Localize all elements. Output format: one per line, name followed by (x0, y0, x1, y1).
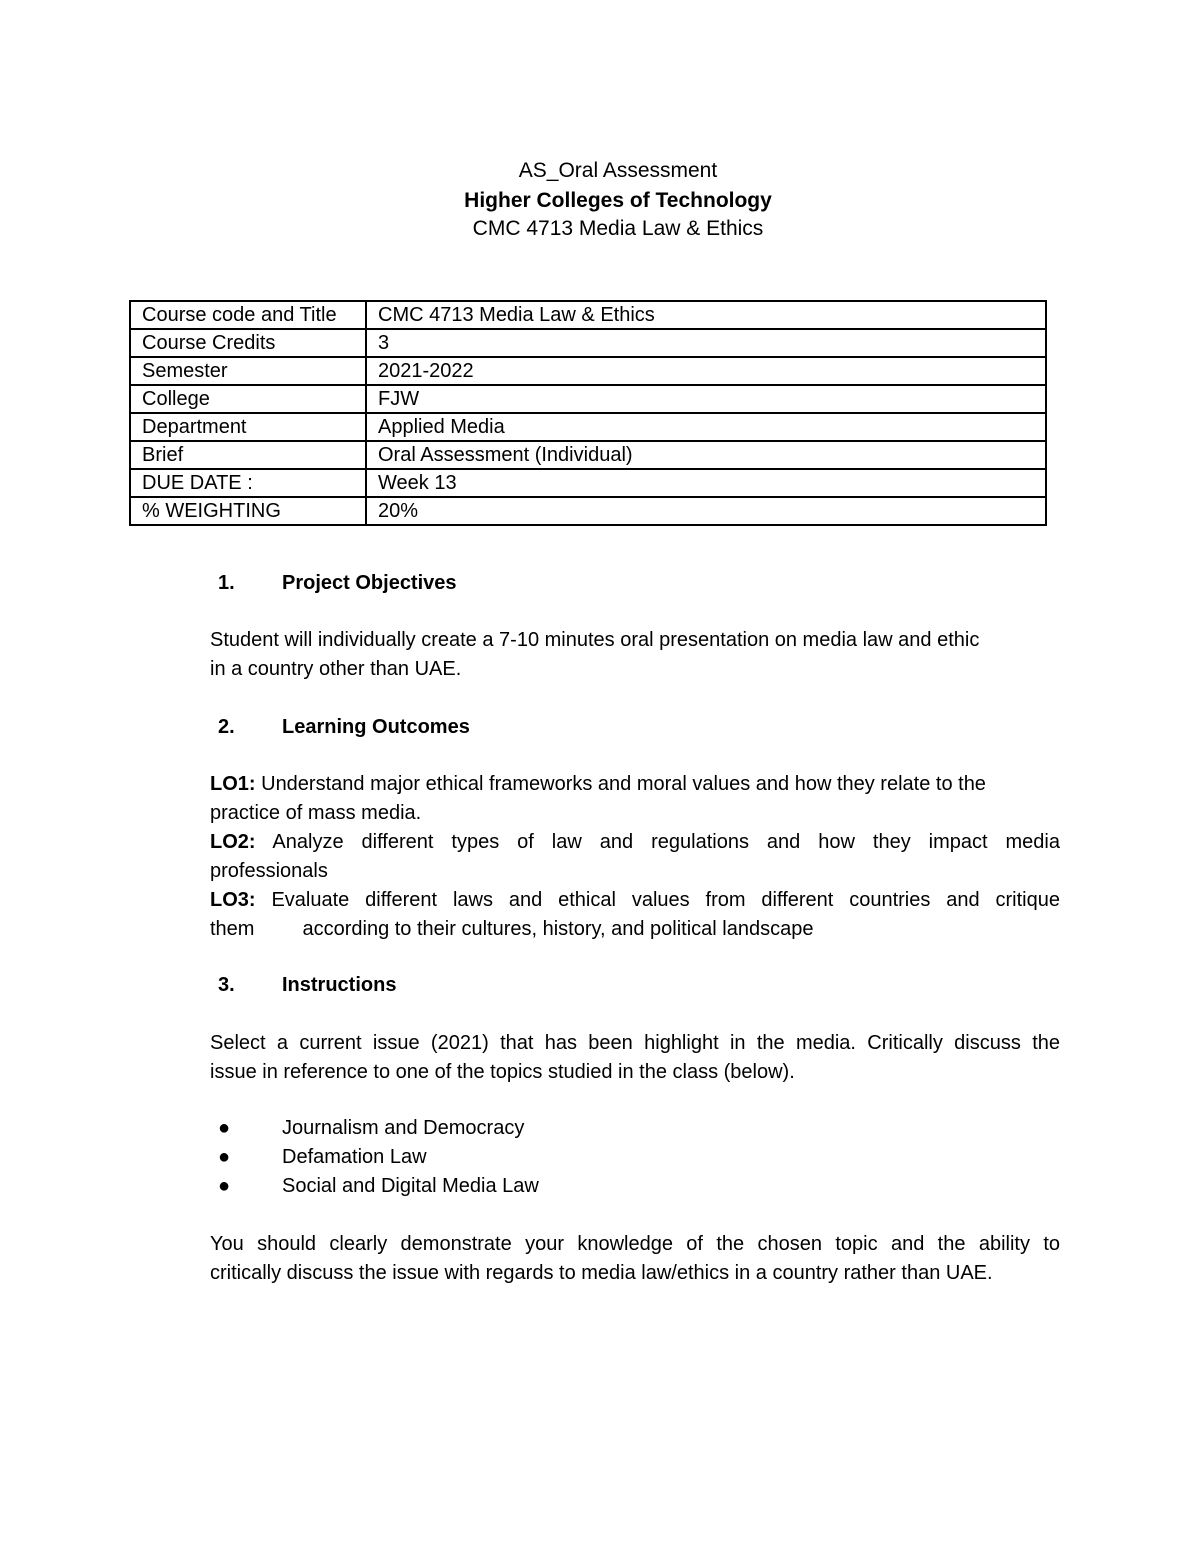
course-info-table (129, 300, 1047, 526)
list-item (218, 1114, 539, 1143)
table-row (130, 385, 1046, 413)
table-row (130, 497, 1046, 525)
list-item (218, 1143, 539, 1172)
learning-outcomes-list (210, 770, 1060, 944)
row-label: DUE DATE : (130, 469, 366, 497)
row-label: Semester (130, 357, 366, 385)
lo3-continuation (210, 915, 1060, 944)
lo1-text: Understand major ethical frameworks and moral values and how they relate to the (255, 773, 986, 795)
table-row (130, 329, 1046, 357)
closing-paragraph (210, 1230, 1060, 1288)
row-value: CMC 4713 Media Law & Ethics (366, 301, 1046, 329)
assessment-title: AS_Oral Assessment (518, 159, 718, 182)
section-number: 2. (218, 716, 235, 738)
lo3-text: Evaluate different laws and ethical values from different countries and critique (255, 889, 1060, 911)
bullet-icon: ● (218, 1117, 231, 1139)
row-label: Course Credits (130, 329, 366, 357)
section-number: 3. (218, 974, 235, 996)
section-title: Project Objectives (282, 572, 457, 594)
table-row (130, 441, 1046, 469)
bullet-icon: ● (218, 1175, 231, 1197)
section-number: 1. (218, 572, 235, 594)
table-row (130, 357, 1046, 385)
row-label: % WEIGHTING (130, 497, 366, 525)
lo2-label: LO2: (210, 831, 256, 853)
paragraph-line: in a country other than UAE. (210, 658, 462, 680)
lo2-text: Analyze different types of law and regulations and how they impact media (255, 831, 1060, 853)
instructions-paragraph (210, 1029, 1060, 1087)
row-label: Course code and Title (130, 301, 366, 329)
lo3-word: them (210, 918, 255, 940)
lo3-line (210, 886, 1060, 915)
lo2-line (210, 828, 1060, 857)
topic-label: Defamation Law (282, 1146, 427, 1168)
row-label: College (130, 385, 366, 413)
row-value: Applied Media (366, 413, 1046, 441)
institution-name: Higher Colleges of Technology (464, 189, 772, 212)
table-row (130, 469, 1046, 497)
topics-list (218, 1114, 539, 1201)
section-heading-outcomes (218, 713, 470, 741)
row-value: FJW (366, 385, 1046, 413)
row-value: 20% (366, 497, 1046, 525)
row-label: Department (130, 413, 366, 441)
objectives-paragraph (210, 626, 1060, 684)
lo3-label: LO3: (210, 889, 256, 911)
table-row (130, 301, 1046, 329)
section-heading-objectives (218, 569, 457, 597)
section-title: Instructions (282, 974, 397, 996)
paragraph-line: Select a current issue (2021) that has been highlight in the media. Critically discuss the (210, 1032, 1060, 1054)
paragraph-line: issue in reference to one of the topics studied in the class (below). (210, 1061, 795, 1083)
paragraph-line: You should clearly demonstrate your knowledge of the chosen topic and the ability to (210, 1233, 1060, 1255)
lo3-rest: according to their cultures, history, and political landscape (302, 918, 814, 940)
lo1-continuation: practice of mass media. (210, 802, 422, 824)
topic-label: Journalism and Democracy (282, 1117, 525, 1139)
course-title: CMC 4713 Media Law & Ethics (472, 217, 764, 240)
row-label: Brief (130, 441, 366, 469)
paragraph-line: Student will individually create a 7-10 minutes oral presentation on media law and ethic (210, 629, 980, 651)
table-row (130, 413, 1046, 441)
list-item (218, 1172, 539, 1201)
row-value: 2021-2022 (366, 357, 1046, 385)
row-value: Oral Assessment (Individual) (366, 441, 1046, 469)
paragraph-line: critically discuss the issue with regards to media law/ethics in a country rather than UAE. (210, 1262, 993, 1284)
row-value: Week 13 (366, 469, 1046, 497)
bullet-icon: ● (218, 1146, 231, 1168)
section-title: Learning Outcomes (282, 716, 470, 738)
lo1-line (210, 770, 1060, 799)
lo1-label: LO1: (210, 773, 256, 795)
topic-label: Social and Digital Media Law (282, 1175, 539, 1197)
row-value: 3 (366, 329, 1046, 357)
lo2-continuation: professionals (210, 860, 328, 882)
section-heading-instructions (218, 971, 396, 999)
